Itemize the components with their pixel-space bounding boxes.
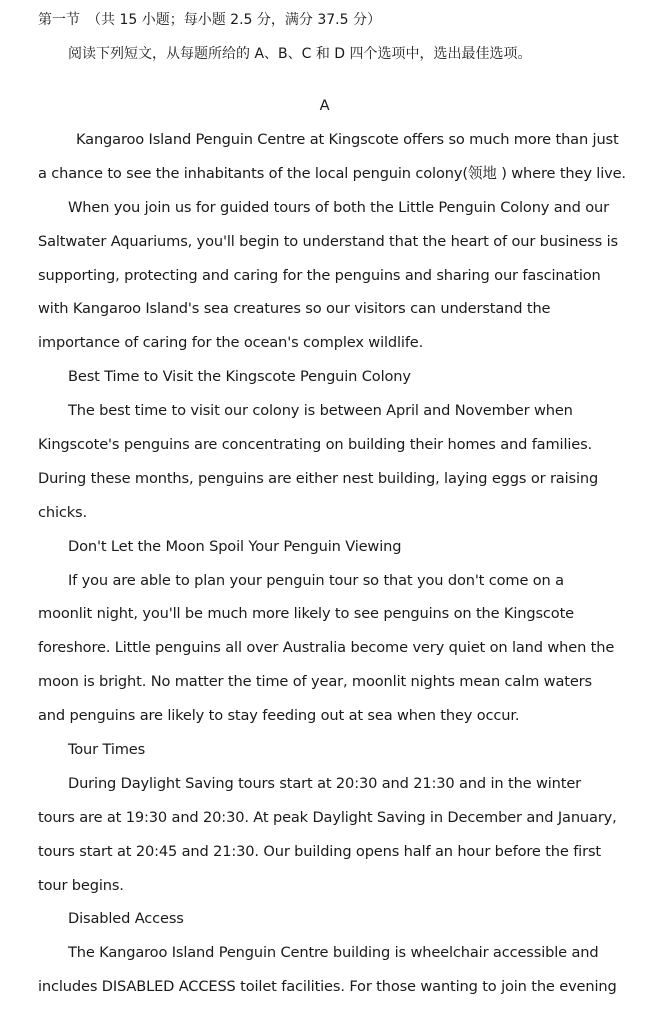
section-heading: Best Time to Visit the Kingscote Penguin Colony <box>68 368 411 385</box>
text-line: and penguins are likely to stay feeding out at sea when they occur. <box>38 707 520 724</box>
text-line: tour begins. <box>38 877 124 894</box>
text-line: moonlit night, you'll be much more likely to see penguins on the Kingscote <box>38 605 574 622</box>
text-line: supporting, protecting and caring for the penguins and sharing our fascination <box>38 267 601 284</box>
text-line: tours start at 20:45 and 21:30. Our building opens half an hour before the first <box>38 843 601 860</box>
text-line: moon is bright. No matter the time of year, moonlit nights mean calm waters <box>38 673 592 690</box>
text-line: with Kangaroo Island's sea creatures so our visitors can understand the <box>38 300 551 317</box>
text-line: foreshore. Little penguins all over Australia become very quiet on land when the <box>38 639 615 656</box>
section-heading: Disabled Access <box>68 910 184 927</box>
text-line: Kingscote's penguins are concentrating on building their homes and families. <box>38 436 593 453</box>
text-line: When you join us for guided tours of both the Little Penguin Colony and our <box>68 199 609 216</box>
text-line: a chance to see the inhabitants of the local penguin colony(领地 ) where they live. <box>38 165 626 182</box>
instructions: 阅读下列短文，从每题所给的 A、B、C 和 D 四个选项中，选出最佳选项。 <box>68 46 532 62</box>
text-line: During these months, penguins are either nest building, laying eggs or raising <box>38 470 599 487</box>
text-line: The Kangaroo Island Penguin Centre building is wheelchair accessible and <box>68 944 599 961</box>
section-heading: Tour Times <box>68 741 146 758</box>
text-line: Kangaroo Island Penguin Centre at Kingscote offers so much more than just <box>76 131 619 148</box>
text-line: The best time to visit our colony is between April and November when <box>68 402 573 419</box>
text-line: If you are able to plan your penguin tour so that you don't come on a <box>68 572 564 589</box>
section-heading: Don't Let the Moon Spoil Your Penguin Viewing <box>68 538 402 555</box>
section-header: 第一节 （共 15 小题；每小题 2.5 分，满分 37.5 分） <box>38 12 381 28</box>
text-line: Saltwater Aquariums, you'll begin to understand that the heart of our business is <box>38 233 618 250</box>
text-line: During Daylight Saving tours start at 20:30 and 21:30 and in the winter <box>68 775 582 792</box>
text-line: chicks. <box>38 504 87 521</box>
text-line: tours are at 19:30 and 20:30. At peak Daylight Saving in December and January, <box>38 809 617 826</box>
text-line: includes DISABLED ACCESS toilet facilities. For those wanting to join the evening <box>38 978 617 995</box>
text-line: importance of caring for the ocean's complex wildlife. <box>38 334 424 351</box>
passage-label: A <box>319 97 330 114</box>
